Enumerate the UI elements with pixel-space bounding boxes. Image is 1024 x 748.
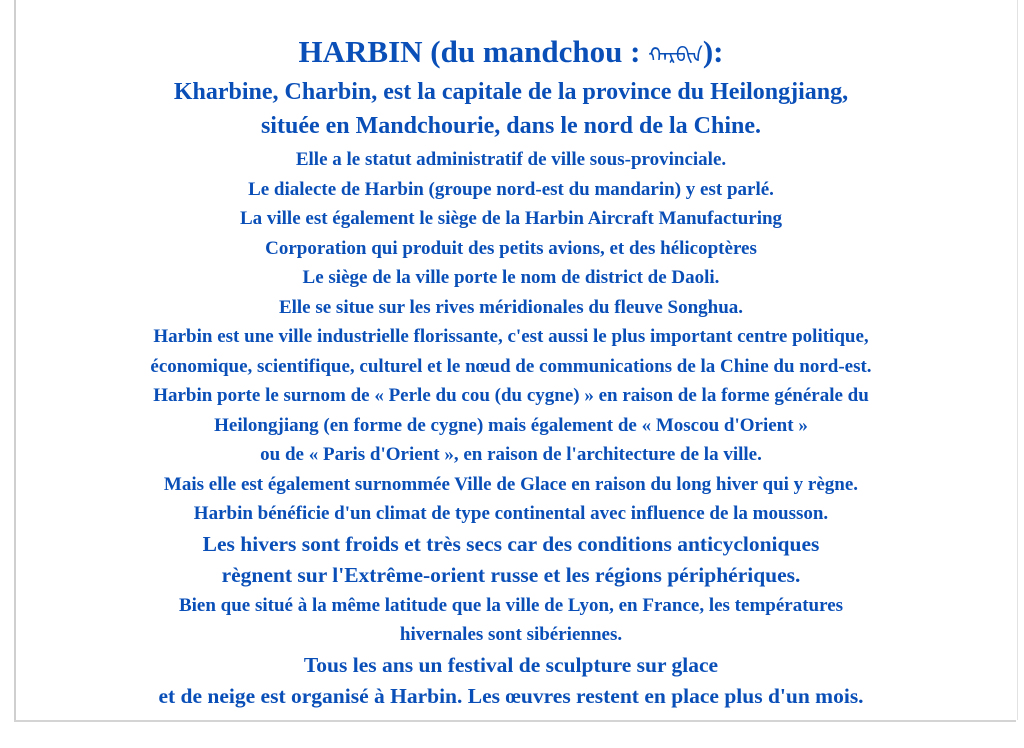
- text-line: Bien que situé à la même latitude que la ville de Lyon, en France, les températures: [178, 594, 844, 616]
- page-edge-bottom: [14, 720, 1016, 722]
- text-line: économique, scientifique, culturel et le nœud de communications de la Chine du nord-est.: [150, 355, 872, 377]
- text-line: Les hivers sont froids et très secs car des conditions anticycloniques: [202, 531, 820, 556]
- text-line: Le dialecte de Harbin (groupe nord-est du mandarin) y est parlé.: [248, 178, 774, 200]
- title-prefix: HARBIN (du mandchou :: [298, 34, 649, 69]
- text-line: située en Mandchourie, dans le nord de la Chine.: [260, 113, 762, 139]
- document-text: [16, 32, 1006, 712]
- text-line: Harbin est une ville industrielle florissante, c'est aussi le plus important centre politique,: [153, 326, 869, 347]
- text-line: Tous les ans un festival de sculpture sur glace: [303, 652, 719, 677]
- text-line: Elle a le statut administratif de ville sous-provinciale.: [295, 149, 727, 170]
- page-title: [16, 32, 1006, 75]
- text-line: Elle se situe sur les rives méridionales du fleuve Songhua.: [278, 296, 744, 318]
- text-line: Corporation qui produit des petits avions, et des hélicoptères: [265, 237, 757, 259]
- text-line: Le siège de la ville porte le nom de district de Daoli.: [302, 267, 720, 288]
- title-suffix: ):: [702, 34, 724, 69]
- manchu-script: ᠬᠠᠷᠪᠢᠨ: [648, 43, 703, 67]
- text-line: Heilongjiang (en forme de cygne) mais également de « Moscou d'Orient »: [214, 414, 808, 436]
- text-line: La ville est également le siège de la Harbin Aircraft Manufacturing: [239, 208, 783, 229]
- text-line: Harbin bénéficie d'un climat de type continental avec influence de la mousson.: [193, 503, 829, 524]
- text-line: et de neige est organisé à Harbin. Les œuvres restent en place plus d'un mois.: [158, 683, 864, 708]
- text-line: règnent sur l'Extrême-orient russe et les régions périphériques.: [221, 562, 801, 587]
- text-line: ou de « Paris d'Orient », en raison de l'architecture de la ville.: [260, 444, 762, 465]
- text-line: Mais elle est également surnommée Ville de Glace en raison du long hiver qui y règne.: [163, 473, 859, 495]
- text-line: Kharbine, Charbin, est la capitale de la province du Heilongjiang,: [173, 79, 849, 105]
- text-line: Harbin porte le surnom de « Perle du cou (du cygne) » en raison de la forme générale du: [153, 385, 869, 406]
- page-edge-right: [1017, 0, 1018, 720]
- text-line: hivernales sont sibériennes.: [399, 624, 623, 645]
